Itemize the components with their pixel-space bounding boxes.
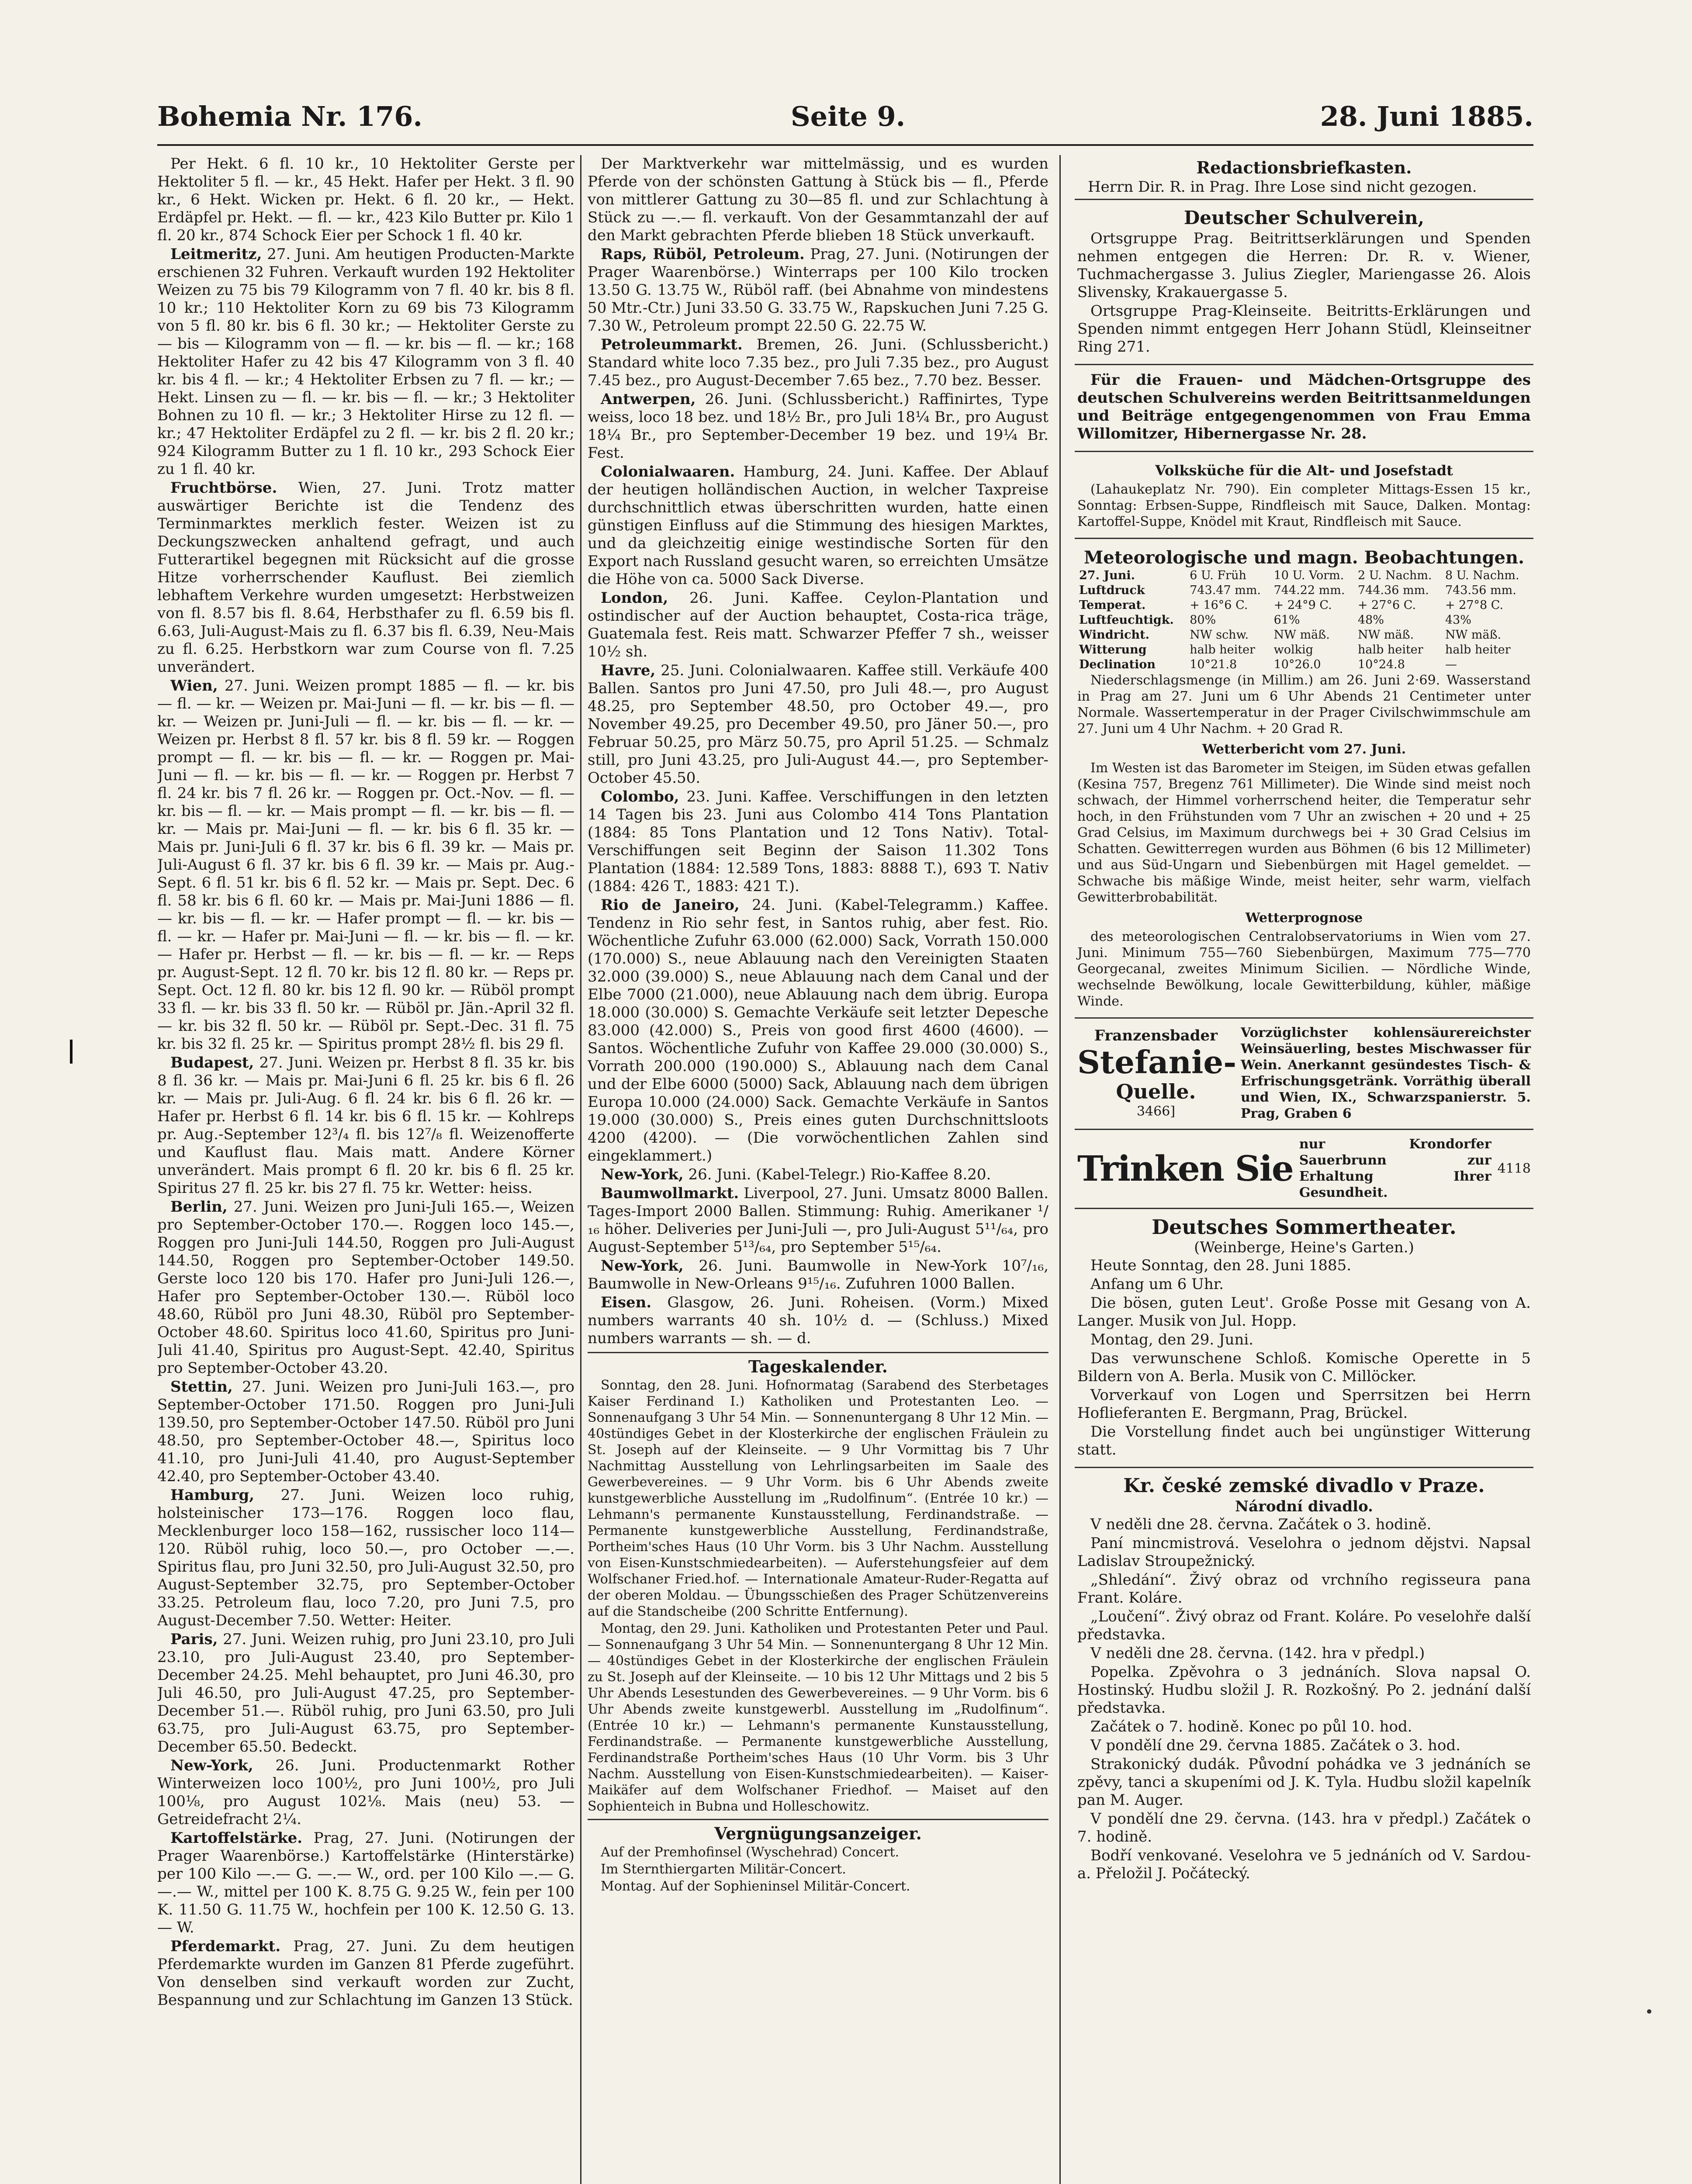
article-paragraph [588, 589, 1048, 661]
article-heading: New-York, [601, 1166, 684, 1183]
article-heading: New-York, [601, 1257, 684, 1275]
article-heading: Wien, [170, 677, 218, 695]
meteo-label: Windricht. [1079, 628, 1150, 642]
czech-theater-line: V neděli dne 28. června. (142. hra v předpl.) [1090, 1645, 1425, 1662]
meteo-label: Luftfeuchtigk. [1079, 613, 1174, 627]
article-paragraph [588, 896, 1048, 1165]
column-divider [580, 155, 581, 2184]
section-separator [588, 1819, 1048, 1820]
meteo-row [1077, 598, 1531, 613]
article-heading: Havre, [601, 662, 656, 679]
meteo-table [1077, 568, 1531, 672]
theater-line: Vorverkauf von Logen und Sperrsitzen bei Herrn Hoflieferanten E. Bergmann, Prag, Brückel. [1077, 1386, 1531, 1422]
section-separator [588, 1352, 1048, 1353]
column-divider [1059, 155, 1061, 2184]
article-paragraph [157, 1631, 574, 1756]
redaction-text: Herrn Dir. R. in Prag. Ihre Lose sind nicht gezogen. [1088, 178, 1477, 196]
article-text: Prag, 27. Juni. Zu dem heutigen Pferdemarkte wurden im Ganzen 81 Pferde zugeführt. Von denselben sind verkauft worden zur Zucht, Bespannung und zur Schlachtung im Ganzen 13 Stück. [157, 1938, 574, 2009]
stefanie-name: Stefanie- [1077, 1044, 1237, 1081]
issue-date: 28. Juni 1885. [1320, 100, 1533, 132]
theater-line: Montag, den 29. Juni. [1090, 1331, 1254, 1348]
article-text: 27. Juni. Weizen pr. Herbst 8 fl. 35 kr. bis 8 fl. 36 kr. — Mais pr. Mai-Juni 6 fl. 25 kr. bis 6 fl. 26 kr. — Mais pr. Juli-Aug. 6 fl. 24 kr. bis 6 fl. 26 kr. — Hafer pr. Herbst 6 fl. 14 kr. bis 6 fl. 15 kr. — Kohlreps pr. Aug.-September 12³/₄ fl. bis 12⁷/₈ fl. Weizenofferte und Kauflust flau. Mais matt. Andere Körner unverändert. Mais prompt 6 fl. 20 kr. bis 6 fl. 25 kr. Spiritus 27 fl. 25 kr. bis 27 fl. 75 kr. Wetter: heiss. [157, 1054, 574, 1197]
article-text: Der Marktverkehr war mittelmässig, und es wurden Pferde von der schönsten Gattung à Stück bis — fl., Pferde von mittlerer Gattung zu 30—85 fl. und zur Schlachtung à Stück zu —.— fl. verkauft. Von der Gesammtanzahl der auf den Markt gebrachten Pferde blieben 18 Stück unverkauft. [588, 155, 1048, 244]
meteo-value: 10°24.8 [1357, 658, 1405, 671]
prognose-title: Wetterprognose [1245, 910, 1363, 926]
article-paragraph [157, 1378, 574, 1486]
article-paragraph [157, 155, 574, 245]
meteo-value: 744.22 mm. [1273, 584, 1345, 597]
vergnuegung-entry: Im Sternthiergarten Militär-Concert. [601, 1862, 846, 1877]
meteo-value: 10 U. Vorm. [1273, 569, 1344, 582]
schulverein-prag: Ortsgruppe Prag. Beitrittserklärungen und Spenden nehmen entgegen die Herren: Dr. R. v. Wiener, Tuchmachergasse 3. Julius Ziegler, Mariengasse 26. Alois Slivensky, Krakauergasse 5. [1077, 230, 1531, 301]
article-text: 26. Juni. Productenmarkt Rother Winterweizen loco 100½, pro Juni 100½, pro Juli 100⅛, pro August 102⅛. Mais (neu) 53. — Getreidefracht 2¼. [157, 1757, 574, 1828]
article-heading: Paris, [170, 1631, 218, 1648]
meteo-value: halb heiter [1357, 643, 1423, 657]
article-text: 24. Juni. (Kabel-Telegramm.) Kaffee. Tendenz in Rio sehr fest, in Santos ruhig, aber fest. Rio. Wöchentliche Zufuhr 63.000 (62.000) Sack, Vorrath 150.000 (170.000) S., neue Ablauung nach den Vereinigten Staaten 32.000 (39.000) S., neue Ablauung nach dem Canal und der Elbe 7000 (21.000), neue Ablauung nach dem übrig. Europa 18.000 (30.000) S. Gemachte Verkäufe seit letzter Depesche 83.000 (42.000) S., Preis von good first 4600 (4600). — Santos. Wöchentliche Zufuhr von Kaffee 29.000 (30.000) S., Vorrath 200.000 (190.000) S., Ablauung nach dem Canal und der Elbe 6000 (5000) Sack, Ablauung nach dem übrigen Europa 10.000 (24.000) Sack. Gemachte Verkäufe in Santos 19.000 (30.000) S., Preis eines guten Durchschnittsloots 4200 (4200). — (Die vorwöchentlichen Zahlen sind eingeklammert.) [588, 896, 1048, 1165]
article-heading: Hamburg, [170, 1486, 255, 1504]
article-text: 27. Juni. Weizen pro Juni-Juli 163.—, pro September-October 171.50. Roggen pro Juni-Juli 139.50, pro September-October 147.50. Rüböl pro Juni 48.50, pro September-October 48.—, Spiritus loco 41.10, pro Juni-Juli 41.40, pro August-September 42.40, pro September-October 43.40. [157, 1378, 574, 1485]
article-text: 27. Juni. Weizen ruhig, pro Juni 23.10, pro Juli 23.10, pro Juli-August 23.40, pro September-December 24.25. Mehl behauptet, pro Juni 46.30, pro Juli 46.50, pro Juli-August 47.25, pro September-December 51.—. Rüböl ruhig, pro Juni 63.50, pro Juli 63.75, pro Juli-August 63.75, pro September-December 65.50. Bedeckt. [157, 1631, 574, 1755]
article-paragraph [588, 245, 1048, 335]
czech-theater-line: „Loučení“. Živý obraz od Frant. Koláre. Po veselohře další představka. [1077, 1608, 1531, 1643]
meteo-value: 80% [1190, 613, 1216, 627]
meteo-row [1077, 583, 1531, 598]
stefanie-number: 3466] [1136, 1104, 1176, 1119]
meteo-value: 61% [1273, 613, 1300, 627]
czech-theater-line: V pondělí dne 29. června 1885. Začátek o 3. hod. [1090, 1737, 1461, 1754]
article-text: Prag, 27. Juni. (Notirungen der Prager Waarenbörse.) Kartoffelstärke (Hinterstärke) per 100 Kilo —.— G. —.— W., ord. per 100 Kilo —.— G. —.— W., mittel per 100 K. 8.75 G. 9.25 W., fein per 100 K. 11.50 G. 11.75 W., hochfein per 100 K. 12.50 G. 13.— W. [157, 1829, 574, 1936]
meteo-value: 744.36 mm. [1357, 584, 1429, 597]
column-markets [157, 155, 574, 2184]
meteo-value: 43% [1445, 613, 1471, 627]
frauen-ortsgruppe: Für die Frauen- und Mädchen-Ortsgruppe des deutschen Schulvereins werden Beitrittsanmeldungen und Beiträge entgegengenommen von Frau Emma Willomitzer, Hibernergasse Nr. 28. [1077, 371, 1531, 442]
meteo-value: 10°21.8 [1190, 658, 1237, 671]
article-text: Bremen, 26. Juni. (Schlussbericht.) Standard white loco 7.35 bez., pro Juli 7.35 bez., pro August 7.45 bez., pro August-December 7.65 bez., 7.70 bez. Besser. [588, 336, 1048, 389]
czech-theater-line: Strakonický dudák. Původní pohádka ve 3 jednáních se zpěvy, tanci a skupeními od J. K. Tyla. Hudbu složil kapelník pan M. Auger. [1077, 1755, 1531, 1809]
meteo-row [1077, 628, 1531, 643]
article-heading: Antwerpen, [601, 390, 696, 408]
page-number: Seite 9. [791, 100, 906, 132]
article-heading: Berlin, [170, 1198, 228, 1216]
article-paragraph [157, 1486, 574, 1630]
meteo-row [1077, 657, 1531, 672]
czech-theater-sub: Národní divadlo. [1235, 1498, 1374, 1515]
vergnuegung-title: Vergnügungsanzeiger. [714, 1824, 922, 1843]
meteo-value: — [1445, 658, 1457, 671]
newspaper-issue: Bohemia Nr. 176. [157, 100, 423, 132]
article-paragraph [588, 788, 1048, 895]
stefanie-pre: Franzensbader [1094, 1027, 1218, 1044]
meteo-value: 743.56 mm. [1445, 584, 1516, 597]
theater-title: Deutsches Sommertheater. [1152, 1215, 1457, 1239]
article-heading: Colonialwaaren. [601, 463, 735, 480]
meteo-label: Witterung [1079, 643, 1147, 657]
article-text: 27. Juni. Weizen loco ruhig, holsteinischer 173—176. Roggen loco flau, Mecklenburger loco 158—162, russischer loco 114—120. Rüböl ruhig, loco 50.—, pro October —.—. Spiritus flau, pro Juni 32.50, pro Juli-August 32.50, pro August-September 32.75, pro September-October 33.25. Petroleum flau, loco 7.20, pro Juni 7.5, pro August-December 7.50. Wetter: Heiter. [157, 1486, 574, 1629]
header-rule [157, 144, 1533, 146]
meteo-title: Meteorologische und magn. Beobachtungen. [1084, 547, 1524, 568]
meteo-value: halb heiter [1445, 643, 1511, 657]
article-paragraph [588, 1185, 1048, 1256]
article-text: 26. Juni. (Schlussbericht.) Raffinirtes, Type weiss, loco 18 bez. und 18½ Br., pro Juli 18¼ Br., pro August 18¼ Br., pro September-December 19 bez. und 19¼ Br. Fest. [588, 390, 1048, 462]
theater-line: Heute Sonntag, den 28. Juni 1885. [1090, 1257, 1352, 1274]
article-paragraph [588, 390, 1048, 462]
article-text: Prag, 27. Juni. (Notirungen der Prager Waarenbörse.) Winterraps per 100 Kilo trocken 13.50 G. 13.75 W., Rüböl raff. (bei Abnahme von mindestens 50 Mtr.-Ctr.) Juni 33.50 G. 33.75 W., Rapskuchen Juni 7.25 G. 7.30 W., Petroleum prompt 22.50 G. 22.75 W. [588, 245, 1048, 335]
article-text: Per Hekt. 6 fl. 10 kr., 10 Hektoliter Gerste per Hektoliter 5 fl. — kr., 45 Hekt. Hafer per Hekt. 3 fl. 90 kr., 6 Hekt. Wicken pr. Hekt. 6 fl. 20 kr., — Hekt. Erdäpfel pr. Hekt. — fl. — kr., 423 Kilo Butter pr. Kilo 1 fl. 20 kr., 874 Schock Eier per Schock 1 fl. 40 kr. [157, 155, 574, 244]
czech-theater-line: Začátek o 7. hodině. Konec po půl 10. hod. [1090, 1718, 1412, 1735]
meteo-row [1077, 613, 1531, 628]
article-heading: Petroleummarkt. [601, 336, 743, 353]
article-heading: Colombo, [601, 788, 679, 805]
meteo-label: 27. Juni. [1079, 569, 1135, 582]
meteo-notes: Niederschlagsmenge (in Millim.) am 26. Juni 2·69. Wasserstand in Prag am 27. Juni um 6 Uhr Abends 21 Centimeter unter Normale. Wassertemperatur in der Prager Civilschwimmschule am 27. Juni um 4 Uhr Nachm. + 20 Grad R. [1077, 673, 1531, 736]
schulverein-kleinseite: Ortsgruppe Prag-Kleinseite. Beitritts-Erklärungen und Spenden nimmt entgegen Herr Johann Stüdl, Kleinseitner Ring 271. [1077, 302, 1531, 356]
wetterbericht-title: Wetterbericht vom 27. Juni. [1202, 742, 1406, 757]
article-text: 26. Juni. Baumwolle in New-York 10⁷/₁₆, Baumwolle in New-Orleans 9¹⁵/₁₆. Zufuhren 1000 Ballen. [588, 1257, 1048, 1292]
meteo-value: 8 U. Nachm. [1445, 569, 1519, 582]
meteo-row [1077, 643, 1531, 657]
czech-theater-title: Kr. české zemské divadlo v Praze. [1123, 1475, 1485, 1497]
meteo-value: + 24°9 C. [1273, 598, 1332, 612]
article-heading: Stettin, [170, 1378, 233, 1396]
trinken-sie: Trinken Sie [1077, 1148, 1293, 1189]
article-text: 27. Juni. Am heutigen Producten-Markte erschienen 32 Fuhren. Verkauft wurden 192 Hektoliter Weizen zu 75 bis 79 Kilogramm von 7 fl. 40 kr. bis 8 fl. 10 kr.; 110 Hektoliter Korn zu 69 bis 73 Kilogramm von 5 fl. 80 kr. bis 6 fl. 30 kr.; — Hektoliter Gerste zu — bis — Kilogramm von — fl. — kr. bis — fl. — kr.; 168 Hektoliter Hafer zu 42 bis 47 Kilogramm von 3 fl. 40 kr. bis 4 fl. — kr.; 4 Hektoliter Erbsen zu 7 fl. — kr.; — Hekt. Linsen zu — fl. — kr. bis — fl. — kr.; 3 Hektoliter Bohnen zu 10 fl. — kr.; 3 Hektoliter Hirse zu 12 fl. — kr.; 47 Hektoliter Erdäpfel zu 2 fl. — kr. bis 2 fl. 20 kr.; 924 Kilogramm Butter zu 1 fl. 10 kr., 293 Schock Eier zu 1 fl. 40 kr. [157, 245, 574, 478]
article-text: Glasgow, 26. Juni. Roheisen. (Vorm.) Mixed numbers warrants 40 sh. 10½ d. — (Schluss.) Mixed numbers warrants — sh. — d. [588, 1294, 1048, 1347]
meteo-value: + 16°6 C. [1190, 598, 1248, 612]
vergnuegung-entry: Montag. Auf der Sophieninsel Militär-Concert. [601, 1879, 910, 1894]
margin-mark [70, 1040, 73, 1064]
volkskueche-menu: (Lahaukeplatz Nr. 790). Ein completer Mittags-Essen 15 kr., Sonntag: Erbsen-Suppe, Rindfleisch mit Sauce, Dalken. Montag: Kartoffel-Suppe, Knödel mit Kraut, Rindfleisch mit Sauce. [1077, 482, 1531, 529]
article-paragraph [157, 1054, 574, 1197]
meteo-value: halb heiter [1190, 643, 1255, 657]
meteo-label: Declination [1079, 658, 1156, 671]
czech-theater-line: „Shledání“. Živý obraz od vrchního regisseura pana Frant. Koláre. [1077, 1571, 1531, 1607]
article-heading: Fruchtbörse. [170, 479, 277, 497]
theater-line: Die bösen, guten Leut'. Große Posse mit Gesang von A. Langer. Musik von Jul. Hopp. [1077, 1294, 1531, 1330]
article-heading: Rio de Janeiro, [601, 896, 740, 914]
czech-theater-line: Popelka. Zpěvohra o 3 jednáních. Slova napsal O. Hostinský. Hudbu složil J. R. Rozkošný. Po 2. jednání další představka. [1077, 1663, 1531, 1717]
stefanie-text: Vorzüglichster kohlensäurereichster Weinsäuerling, bestes Mischwasser für Wein. Anerkannt gesündestes Tisch- & Erfrischungsgetränk. Vorräthig überall und Wien, IX., Schwarzspanierstr. 5. Prag, Graben 6 [1241, 1025, 1531, 1121]
meteo-value: wolkig [1273, 643, 1313, 657]
article-heading: London, [601, 589, 668, 607]
article-paragraph [157, 1938, 574, 2009]
trinken-number: 4118 [1497, 1161, 1531, 1176]
article-paragraph [588, 1166, 1048, 1184]
article-heading: Pferdemarkt. [170, 1938, 281, 1955]
article-text: Hamburg, 24. Juni. Kaffee. Der Ablauf der heutigen holländischen Auction, in welcher Taxpreise durchschnittlich etwas überschritten wurden, hatte einen günstigen Einfluss auf die Stimmung des hiesigen Marktes, und da gleichzeitig einige westindische Sorten für den Export nach Russland gesucht waren, so erreichten Umsätze die Höhe von ca. 5000 Sack Diverse. [588, 463, 1048, 588]
meteo-value: NW mäß. [1273, 628, 1330, 642]
meteo-row [1077, 568, 1531, 583]
volkskueche-title: Volksküche für die Alt- und Josefstadt [1155, 462, 1453, 479]
article-paragraph [157, 677, 574, 1053]
meteo-label: Temperat. [1079, 598, 1146, 612]
meteo-value: 2 U. Nachm. [1357, 569, 1432, 582]
prognose-text: des meteorologischen Centralobservatoriums in Wien vom 27. Juni. Minimum 755—760 Siebenbürgen, Maximum 775—770 Georgecanal, zweites Minimum Sicilien. — Nördliche Winde, wechselnde Bewölkung, locale Gewitterbildung, kühler, mäßige Winde. [1077, 929, 1531, 1009]
article-text: 26. Juni. (Kabel-Telegr.) Rio-Kaffee 8.20. [688, 1166, 991, 1183]
tageskalender-entry: Sonntag, den 28. Juni. Hofnormatag (Sarabend des Sterbetages Kaiser Ferdinand I.) Katholiken und Protestanten Leo. — Sonnenaufgang 3 Uhr 54 Min. — Sonnenuntergang 8 Uhr 12 Min. — 40stündiges Gebet in der Klosterkirche der englischen Fräulein zu St. Joseph auf der Kleinseite. — 9 Uhr Vormittag bis 7 Uhr Nachmittag Ausstellung von Lehrlingsarbeiten im Saale des Gewerbevereines. — 9 Uhr Vorm. bis 6 Uhr Abends zweite kunstgewerbliche Ausstellung im „Rudolfinum“. (Entrée 10 kr.) — Lehmann's permanente Kunstausstellung, Ferdinandstraße. — Permanente kunstgewerbliche Ausstellung, Ferdinandstraße, Portheim'sches Haus (10 Uhr Vorm. bis 3 Uhr Nachm. Ausstellung von Eisen-Kunstschmiedearbeiten). — Auferstehungsfeier auf dem Wolfschaner Fried.hof. — Internationale Amateur-Ruder-Regatta auf der oberen Moldau. — Übungsschießen des Prager Schützenvereins auf die Standscheibe (200 Schritte Entfernung). [588, 1378, 1048, 1619]
article-paragraph [157, 1757, 574, 1828]
czech-theater-line: Bodří venkované. Veselohra ve 5 jednáních od V. Sardou-a. Přeložil J. Počátecký. [1077, 1847, 1531, 1882]
article-text: 27. Juni. Weizen prompt 1885 — fl. — kr. bis — fl. — kr. — Weizen pr. Mai-Juni — fl. — kr. bis — fl. — kr. — Weizen pr. Juni-Juli — fl. — kr. bis — fl. — kr. — Weizen pr. Herbst 8 fl. 57 kr. bis 8 fl. 59 kr. — Roggen prompt — fl. — kr. bis — fl. — kr. — Roggen pr. Mai-Juni — fl. — kr. bis — fl. — kr. — Roggen pr. Herbst 7 fl. 24 kr. bis 7 fl. 26 kr. — Roggen pr. Oct.-Nov. — fl. — kr. bis — fl. — kr. — Mais prompt — fl. — kr. bis — fl. — kr. — Mais pr. Mai-Juni — fl. — kr. bis 6 fl. 35 kr. — Mais pr. Juni-Juli 6 fl. 37 kr. bis 6 fl. 39 kr. — Mais pr. Juli-August 6 fl. 37 kr. bis 6 fl. 39 kr. — Mais pr. Aug.-Sept. 6 fl. 51 kr. bis 6 fl. 52 kr. — Mais pr. Sept. Dec. 6 fl. 58 kr. bis 6 fl. 60 kr. — Mais pr. Mai-Juni 1886 — fl. — kr. bis — fl. — kr. — Hafer prompt — fl. — kr. bis — fl. — kr. — Hafer pr. Mai-Juni — fl. — kr. bis — fl. — kr. — Hafer pr. Herbst — fl. — kr. bis — fl. — kr. — Reps pr. August-Sept. 12 fl. 70 kr. bis 12 fl. 80 kr. — Reps pr. Sept. Oct. 12 fl. 80 kr. bis 12 fl. 90 kr. — Rüböl prompt 33 fl. — kr. bis 33 fl. 50 kr. — Rüböl pr. Jän.-April 32 fl. — kr. bis 32 fl. 50 kr. — Rüböl pr. Sept.-Dec. 31 fl. 75 kr. bis 32 fl. 25 kr. — Spiritus prompt 28½ fl. bis 29 fl. [157, 677, 574, 1053]
meteo-value: 6 U. Früh [1190, 569, 1246, 582]
wetterbericht-text: Im Westen ist das Barometer im Steigen, im Süden etwas gefallen (Kesina 757, Bregenz 761 Millimeter). Die Winde sind meist noch schwach, der Himmel vorherrschend heiter, die Temperatur sehr hoch, in den Frühstunden vom 7 Uhr an zwischen + 20 und + 25 Grad Celsius, im Maximum durchwegs bei + 30 Grad Celsius im Schatten. Gewitterregen wurden aus Böhmen (6 bis 12 Millimeter) und aus Süd-Ungarn und Siebenbürgen mit Hagel gemeldet. — Schwache bis mäßige Winde, meist heiter, sehr warm, vielfach Gewitterbrobabilität. [1077, 760, 1531, 905]
czech-theater-line: V pondělí dne 29. června. (143. hra v předpl.) Začátek o 7. hodině. [1077, 1810, 1531, 1845]
article-paragraph [588, 155, 1048, 245]
czech-theater-line: V neděli dne 28. června. Začátek o 3. hodině. [1090, 1516, 1432, 1533]
tageskalender-entry: Montag, den 29. Juni. Katholiken und Protestanten Peter und Paul. — Sonnenaufgang 3 Uhr 54 Min. — Sonnenuntergang 8 Uhr 12 Min. — 40stündiges Gebet in der Klosterkirche der englischen Fräulein zu St. Joseph auf der Kleinseite. — 10 bis 12 Uhr Mittags und 2 bis 5 Uhr Abends Lesestunden des Gewerbevereines. — 9 Uhr Vorm. bis 6 Uhr Abends zweite kunstgewerbl. Ausstellung im „Rudolfinum“. (Entrée 10 kr.) — Lehmann's permanente Kunstausstellung, Ferdinandstraße. — Permanente kunstgewerbliche Ausstellung, Ferdinandstraße Portheim'sches Haus (10 Uhr Vorm. bis 3 Uhr Nachm. Ausstellung von Eisen-Kunstschmiedearbeiten). — Kaiser-Maikäfer auf dem Wolfschaner Friedhof. — Maiset auf den Sophienteich in Bubna und Holleschowitz. [588, 1621, 1048, 1814]
article-heading: Budapest, [170, 1054, 254, 1071]
meteo-value: 48% [1357, 613, 1384, 627]
article-paragraph [157, 479, 574, 676]
article-text: 27. Juni. Weizen pro Juni-Juli 165.—, Weizen pro September-October 170.—. Roggen loco 145.—, Roggen pro Juni-Juli 144.50, Roggen pro Juli-August 144.50, Roggen pro September-October 149.50. Gerste loco 120 bis 170. Hafer pro Juni-Juli 126.—, Hafer pro September-October 130.—. Rüböl loco 48.60, Rüböl pro Juni 48.30, Rüböl pro September-October 48.60. Spiritus loco 41.60, Spiritus pro Juni-Juli 41.40, Spiritus pro August-Sept. 42.40, Spiritus pro September-October 43.20. [157, 1198, 574, 1377]
article-paragraph [157, 1829, 574, 1937]
article-paragraph [588, 1294, 1048, 1348]
article-heading: Baumwollmarkt. [601, 1185, 739, 1202]
article-heading: Eisen. [601, 1294, 652, 1311]
theater-line: Anfang um 6 Uhr. [1090, 1275, 1224, 1293]
article-paragraph [588, 463, 1048, 588]
article-text: Liverpool, 27. Juni. Umsatz 8000 Ballen. Tages-Import 2000 Ballen. Stimmung: Ruhig. Amerikaner ¹/₁₆ höher. Deliveries per Juni-Juli —, pro Juli-August 5¹¹/₆₄, pro August-September 5¹³/₆₄, pro September 5¹⁵/₆₄. [588, 1185, 1048, 1256]
meteo-value: NW mäß. [1445, 628, 1502, 642]
redaction-title: Redactionsbriefkasten. [1196, 158, 1412, 177]
theater-line: Das verwunschene Schloß. Komische Operette in 5 Bildern von A. Berla. Musik von C. Millöcker. [1077, 1350, 1531, 1385]
vergnuegung-entry: Auf der Premhofinsel (Wyschehrad) Concert. [601, 1845, 900, 1860]
article-paragraph [157, 245, 574, 478]
meteo-value: 10°26.0 [1273, 658, 1321, 671]
meteo-value: NW schw. [1190, 628, 1249, 642]
meteo-value: NW mäß. [1357, 628, 1414, 642]
meteo-value: 743.47 mm. [1190, 584, 1261, 597]
article-paragraph [588, 662, 1048, 787]
stefanie-quelle: Quelle. [1116, 1080, 1196, 1103]
article-paragraph [157, 1198, 574, 1377]
czech-theater-line: Paní mincmistrová. Veselohra o jednom dějstvi. Napsal Ladislav Stroupežnický. [1077, 1534, 1531, 1570]
column-commodities [588, 155, 1048, 2184]
article-paragraph [588, 336, 1048, 390]
schulverein-title: Deutscher Schulverein, [1183, 207, 1425, 228]
article-heading: Leitmeritz, [170, 245, 262, 263]
article-paragraph [588, 1257, 1048, 1293]
column-notices [1075, 155, 1533, 2184]
article-text: 23. Juni. Kaffee. Verschiffungen in den letzten 14 Tagen bis 23. Juni aus Colombo 414 Tons Plantation (1884: 85 Tons Plantation und 12 Tons Nativ). Total-Verschiffungen seit Beginn der Saison 11.302 Tons Plantation (1884: 12.589 Tons, 1883: 8888 T.), 693 T. Nativ (1884: 426 T., 1883: 421 T.). [588, 788, 1048, 895]
article-text: 25. Juni. Colonialwaaren. Kaffee still. Verkäufe 400 Ballen. Santos pro Juni 47.50, pro Juli 48.—, pro August 48.25, pro September 48.50, pro October 49.—, pro November 49.25, pro December 49.50, pro Jäner 50.—, pro Februar 50.25, pro März 50.75, pro April 51.25. — Schmalz still, pro Juni 43.25, pro Juli-August 44.—, pro September-October 45.50. [588, 662, 1048, 787]
article-heading: Kartoffelstärke. [170, 1829, 303, 1847]
article-heading: Raps, Rüböl, Petroleum. [601, 245, 805, 263]
meteo-label: Luftdruck [1079, 584, 1145, 597]
margin-dot [1647, 2009, 1651, 2014]
meteo-value: + 27°8 C. [1445, 598, 1504, 612]
page-header [157, 100, 1533, 149]
theater-line: Die Vorstellung findet auch bei ungünstiger Witterung statt. [1077, 1423, 1531, 1458]
article-text: 26. Juni. Kaffee. Ceylon-Plantation und ostindischer auf der Auction behauptet, Costa-rica träge, Guatemala fest. Reis matt. Schwarzer Pfeffer 7 sh., weisser 10½ sh. [588, 589, 1048, 660]
theater-sub: (Weinberge, Heine's Garten.) [1194, 1239, 1414, 1256]
article-text: Wien, 27. Juni. Trotz matter auswärtiger Berichte ist die Tendenz des Terminmarktes merklich fester. Weizen ist zu Deckungszwecken anhaltend gefragt, und auch Futterartikel begegnen mit Rücksicht auf die grosse Hitze vorherrschender Kauflust. Bei ziemlich lebhaftem Verkehre wurden umgesetzt: Herbstweizen von fl. 8.57 bis fl. 8.64, Herbsthafer zu fl. 6.59 bis fl. 6.63, Juli-August-Mais zu fl. 6.37 bis fl. 6.39, Neu-Mais zu fl. 6.25. Herbstkorn war zum Course von fl. 7.25 unverändert. [157, 479, 574, 676]
meteo-value: + 27°6 C. [1357, 598, 1416, 612]
trinken-text: nur Krondorfer Sauerbrunn zur Erhaltung Ihrer Gesundheit. [1299, 1137, 1491, 1200]
article-heading: New-York, [170, 1757, 253, 1774]
tageskalender-title: Tageskalender. [748, 1357, 888, 1376]
